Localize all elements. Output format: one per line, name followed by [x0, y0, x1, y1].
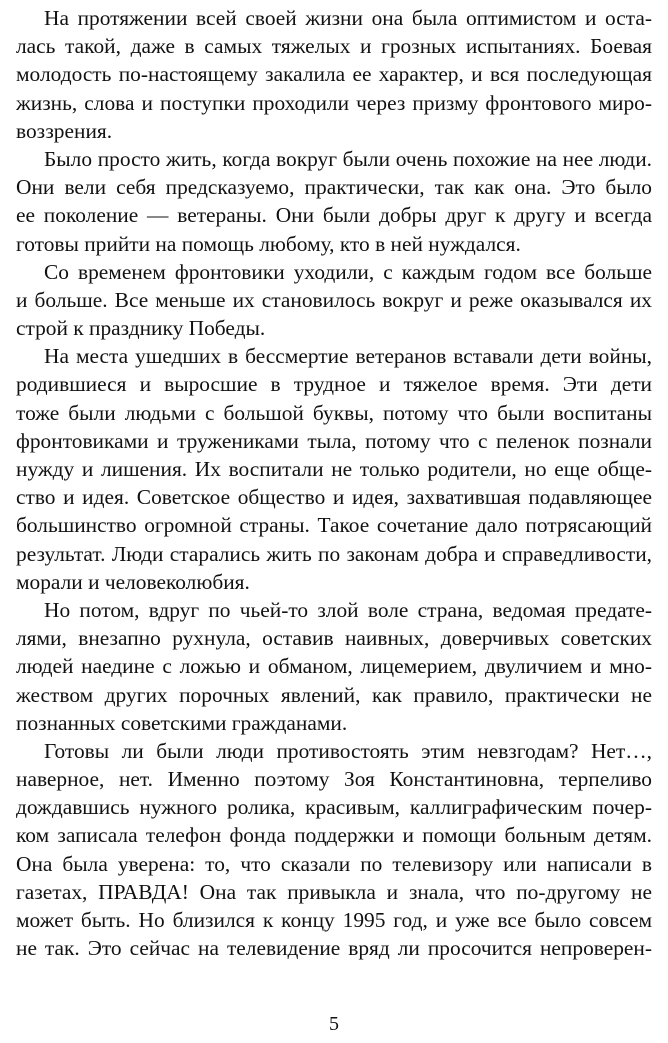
text-line: Готовы ли были люди противостоять этим невзгодам? Нет…, — [44, 738, 652, 763]
text-line: лями, внезапно рухнула, оставив наивных, доверчивых советских — [16, 626, 652, 651]
text-line: ство и идея. Советское общество и идея, захватившая подавляющее — [16, 485, 652, 510]
text-line: не так. Это сейчас на телевидение вряд ли просочится непроверен- — [16, 936, 652, 961]
text-line: большинство огромной страны. Такое сочетание дало потрясающий — [16, 513, 652, 538]
text-line: людей наедине с ложью и обманом, лицемерием, двуличием и мно- — [16, 654, 652, 679]
text-line: газетах, ПРАВДА! Она так привыкла и знала, что по-другому не — [16, 879, 652, 904]
text-line: родившиеся и выросшие в трудное и тяжелое время. Эти дети — [16, 372, 652, 397]
paragraph — [16, 596, 652, 737]
text-line: Со временем фронтовики уходили, с каждым годом все больше — [44, 259, 652, 284]
paragraph — [16, 737, 652, 963]
text-line: нужду и лишения. Их воспитали не только родители, но еще обще- — [16, 457, 652, 481]
text-line: Но потом, вдруг по чьей-то злой воле страна, ведомая предате- — [44, 597, 652, 622]
text-line: и больше. Все меньше их становилось вокруг и реже оказывался их — [16, 287, 652, 312]
text-line: На протяжении всей своей жизни она была оптимистом и оста- — [44, 6, 652, 30]
text-body — [16, 4, 652, 962]
text-line: Она была уверена: то, что сказали по телевизору или написали в — [16, 851, 652, 876]
text-line: познанных советскими гражданами. — [16, 710, 348, 735]
paragraph — [16, 258, 652, 343]
text-line: ее поколение — ветераны. Они были добры друг к другу и всегда — [16, 203, 652, 228]
text-line: тоже были людьми с большой буквы, потому что были воспитаны — [16, 400, 652, 425]
paragraph — [16, 342, 652, 596]
text-line: наверное, нет. Именно поэтому Зоя Константиновна, терпеливо — [16, 767, 652, 792]
text-line: воззрения. — [16, 118, 113, 143]
paragraph — [16, 4, 652, 145]
page-number: 5 — [329, 1013, 339, 1035]
text-line: может быть. Но близился к концу 1995 год, и уже все было совсем — [16, 908, 652, 932]
text-line: готовы прийти на помощь любому, кто в ней нуждался. — [16, 231, 521, 256]
text-line: морали и человеколюбия. — [16, 569, 250, 594]
text-line: жеством других порочных явлений, как правило, практически не — [16, 682, 652, 707]
text-line: строй к празднику Победы. — [16, 316, 266, 341]
text-line: результат. Люди старались жить по законам добра и справедливости, — [16, 541, 652, 566]
text-line: жизнь, слова и поступки проходили через призму фронтового миро- — [16, 90, 652, 115]
paragraph — [16, 145, 652, 258]
text-line: молодость по-настоящему закалила ее характер, и вся последующая — [16, 62, 652, 87]
text-line: дождавшись нужного ролика, красивым, каллиграфическим почер- — [16, 795, 652, 820]
text-line: Они вели себя предсказуемо, практически, так как она. Это было — [16, 175, 652, 200]
text-line: На места ушедших в бессмертие ветеранов вставали дети войны, — [44, 344, 652, 369]
book-page — [16, 4, 652, 1039]
text-line: фронтовиками и тружениками тыла, потому что с пеленок познали — [16, 428, 652, 453]
text-line: ком записала телефон фонда поддержки и помощи больным детям. — [16, 823, 652, 848]
text-line: Было просто жить, когда вокруг были очень похожие на нее люди. — [44, 146, 652, 171]
text-line: лась такой, даже в самых тяжелых и грозных испытаниях. Боевая — [16, 34, 652, 59]
